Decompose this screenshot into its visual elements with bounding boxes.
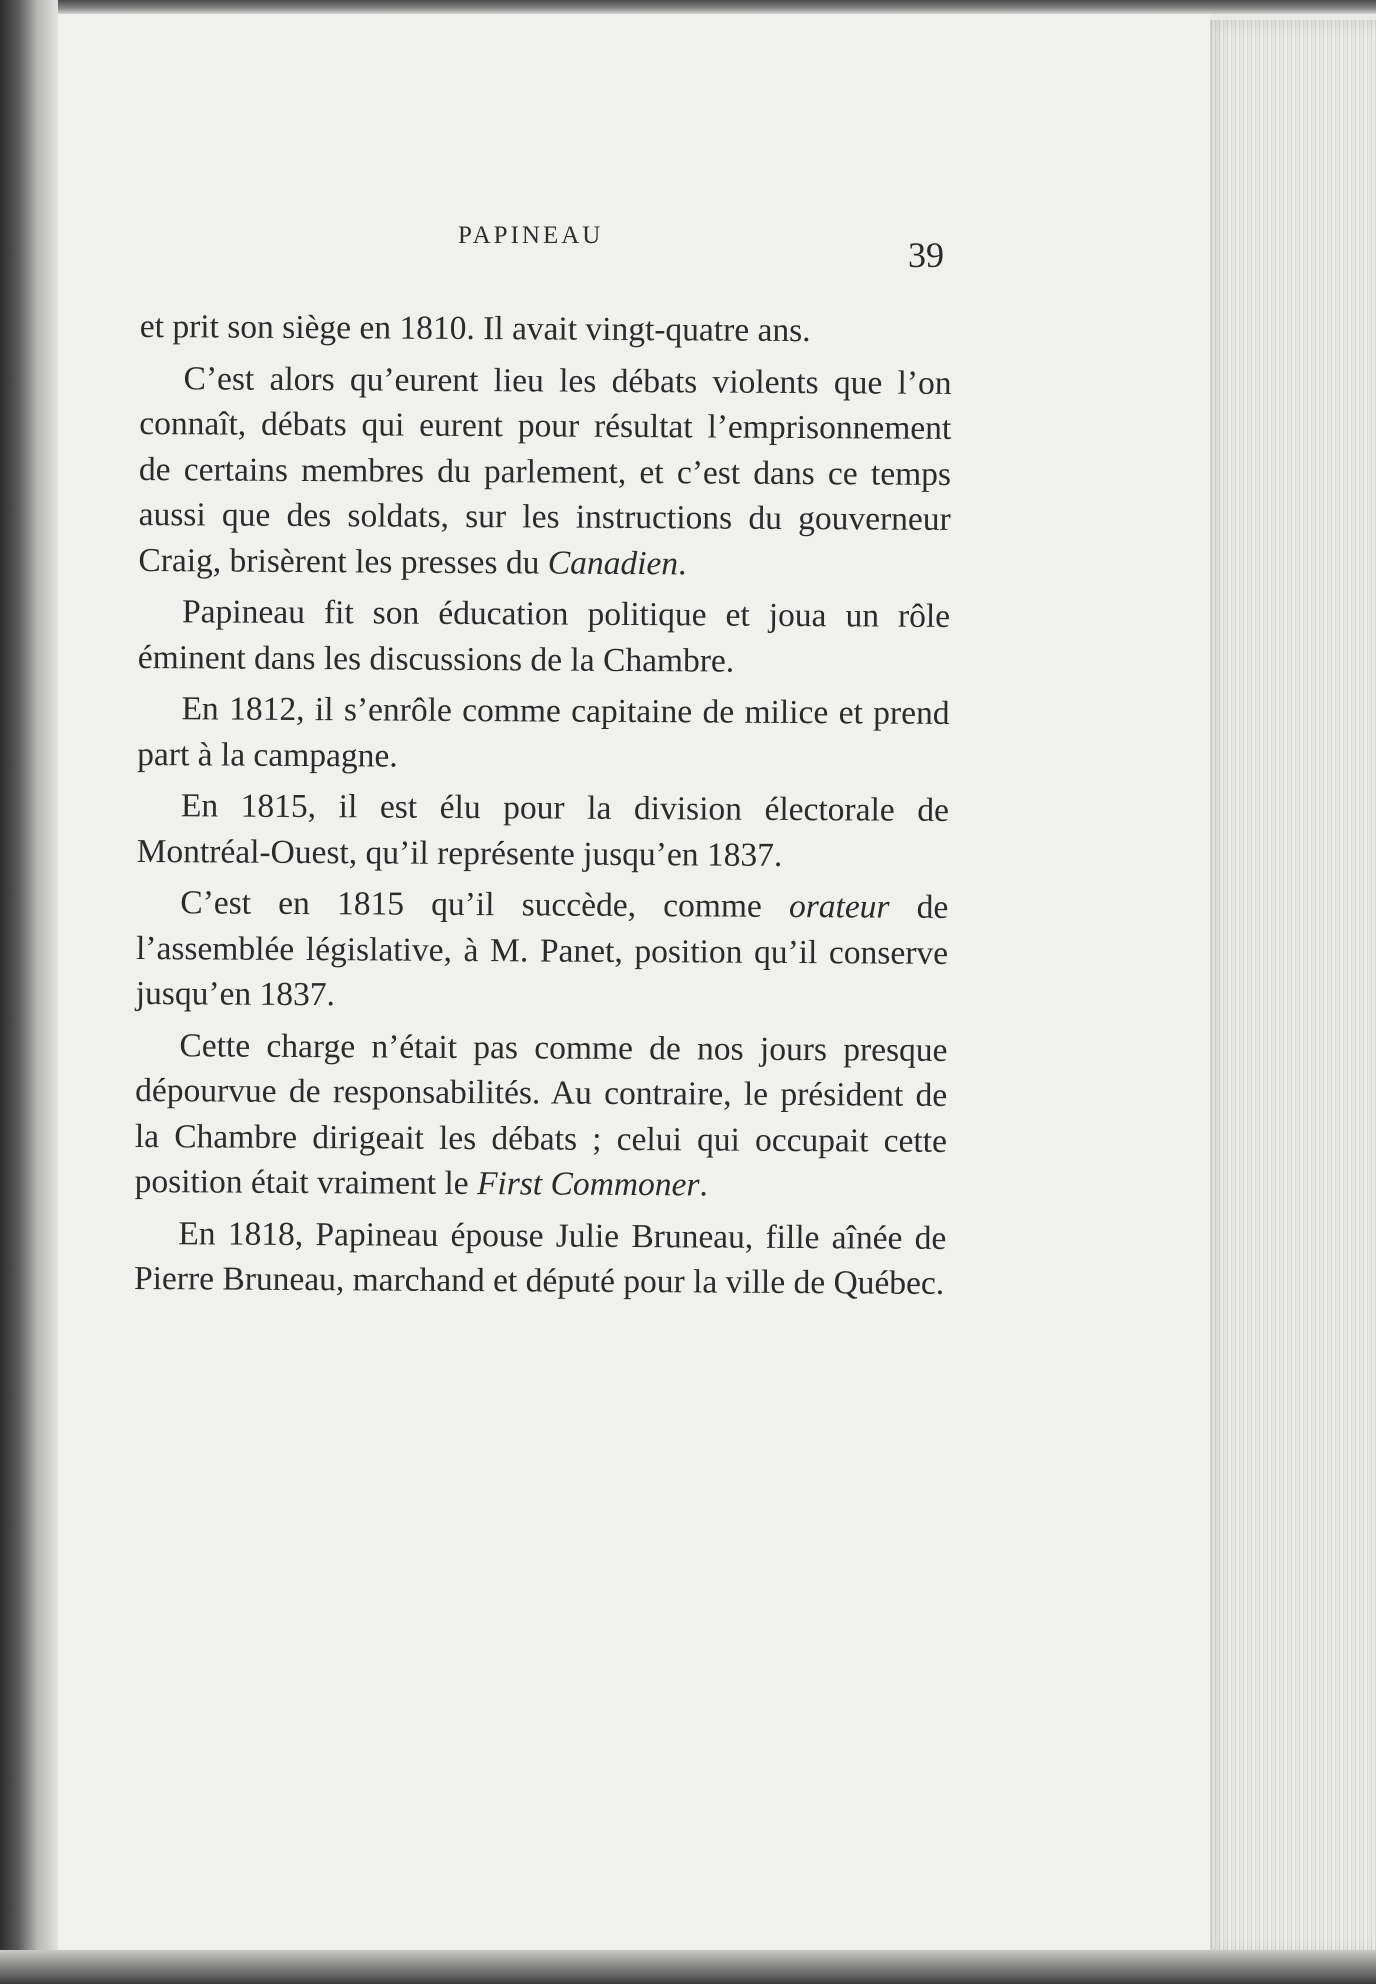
text-segment: de l’assemblée législative, à M. Panet, position qu’il conserve jusqu’en 1837. (135, 888, 949, 1014)
text-segment: et prit son siège en 1810. Il avait vingt-quatre ans. (139, 307, 811, 350)
paragraph (140, 304, 952, 354)
text-segment: En 1812, il s’enrôle comme capitaine de milice et prend part à la campagne. (137, 690, 950, 775)
italic-segment: Canadien (547, 543, 679, 582)
book-spine-shadow (0, 0, 58, 1984)
page-edges (1200, 20, 1376, 1955)
paragraph (134, 1022, 947, 1209)
paragraph (136, 880, 949, 1021)
bottom-shadow (0, 1950, 1376, 1984)
paragraph (138, 355, 951, 587)
paragraph (134, 1210, 947, 1306)
paragraph (137, 783, 950, 879)
text-segment: C’est en 1815 qu’il succède, comme (180, 884, 790, 925)
text-segment: . (699, 1166, 708, 1204)
body-text (134, 304, 952, 1312)
text-segment: En 1815, il est élu pour la division électorale de Montréal-Ouest, qu’il représente jusqu’en 1837. (136, 787, 950, 874)
top-shadow (0, 0, 1376, 14)
paragraph (137, 686, 950, 782)
paragraph (138, 589, 951, 685)
text-segment: . (677, 544, 687, 582)
text-segment: C’est alors qu’eurent lieu les débats violents que l’on connaît, débats qui eurent pour résultat l’emprisonnement de certains membres du parlement, et c’est dans ce temps aussi que des soldats, sur les instructions du gouverneur Craig, brisèrent les presses du (138, 359, 952, 581)
page-number: 39 (908, 235, 944, 275)
italic-segment: orateur (788, 887, 890, 926)
italic-segment: First Commoner (476, 1165, 700, 1204)
running-title: PAPINEAU (458, 222, 604, 249)
text-segment: Papineau fit son éducation politique et joua un rôle éminent dans les discussions de la Chambre. (137, 593, 951, 680)
text-segment: Cette charge n’était pas comme de nos jours presque dépourvue de responsabilités. Au contraire, le président de la Chambre dirigeait les débats ; celui qui occupait cette position était vraiment le (134, 1026, 948, 1203)
text-segment: En 1818, Papineau épouse Julie Bruneau, fille aînée de Pierre Bruneau, marchand et député pour la ville de Québec. (133, 1214, 947, 1302)
